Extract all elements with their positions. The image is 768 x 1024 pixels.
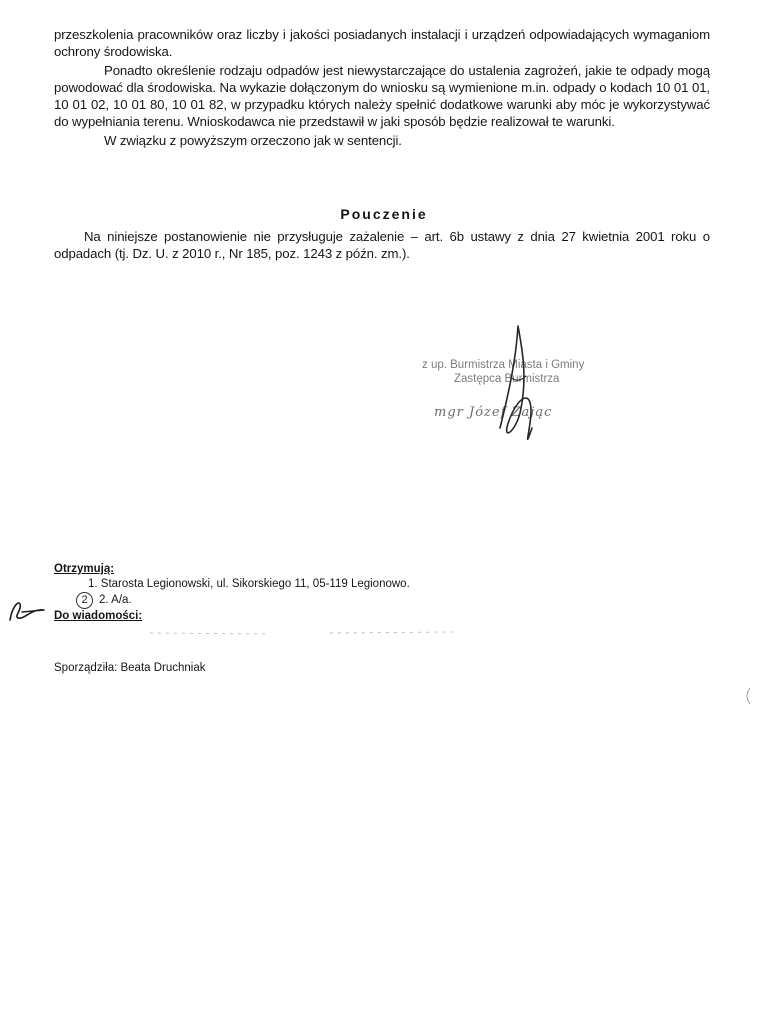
paragraph-conclusion: W związku z powyższym orzeczono jak w sentencji. — [104, 133, 402, 148]
scan-edge-mark — [744, 686, 752, 706]
body-text — [54, 26, 710, 149]
signature-stamp — [422, 358, 652, 420]
stamp-line-title: Zastępca Burmistrza — [454, 373, 560, 385]
recipients-label: Otrzymują: — [54, 563, 115, 575]
paragraph-continuation: przeszkolenia pracowników oraz liczby i jakości posiadanych instalacji i urządzeń odpowiadających wymaganiom ochrony środowiska. — [54, 27, 710, 59]
pouczenie-text: Na niniejsze postanowienie nie przysługuje zażalenie – art. 6b ustawy z dnia 27 kwietnia 2001 roku o odpadach (tj. Dz. U. z 2010 r., Nr 185, poz. 1243 z późn. zm.). — [54, 229, 710, 261]
paragraph-waste-types: Ponadto określenie rodzaju odpadów jest niewystarczające do ustalenia zagrożeń, jakie te odpady mogą powodować dla środowiska. Na wykazie dołączonym do wniosku są wymienione m.in. odpady o kodach 10 01 01, 10 01 02, 10 01 80, 10 01 82, w przypadku których należy spełnić dodatkowe warunki aby móc je wykorzystywać do wypełniania terenu. Wnioskodawca nie przedstawił w jaki sposób będzie realizował te warunki. — [54, 63, 710, 129]
pouczenie-heading: Pouczenie — [340, 206, 428, 222]
stamp-line-name: mgr Józef Zając — [434, 405, 553, 420]
margin-handwritten-mark — [4, 594, 48, 626]
pouczenie-text-block — [54, 228, 710, 262]
recipient-text-1: 1. Starosta Legionowski, ul. Sikorskiego 11, 05-119 Legionowo. — [88, 578, 410, 590]
stamp-line-authority: z up. Burmistrza Miasta i Gminy — [422, 359, 585, 371]
circled-number-mark: 2 — [76, 592, 93, 609]
faint-scan-line — [150, 630, 460, 636]
recipients-section — [54, 562, 410, 624]
recipient-text-2: 2. A/a. — [99, 594, 132, 606]
recipient-item-1 — [54, 577, 410, 592]
cc-label: Do wiadomości: — [54, 610, 143, 622]
recipient-item-2 — [54, 592, 410, 609]
prepared-by: Sporządziła: Beata Druchniak — [54, 662, 206, 674]
